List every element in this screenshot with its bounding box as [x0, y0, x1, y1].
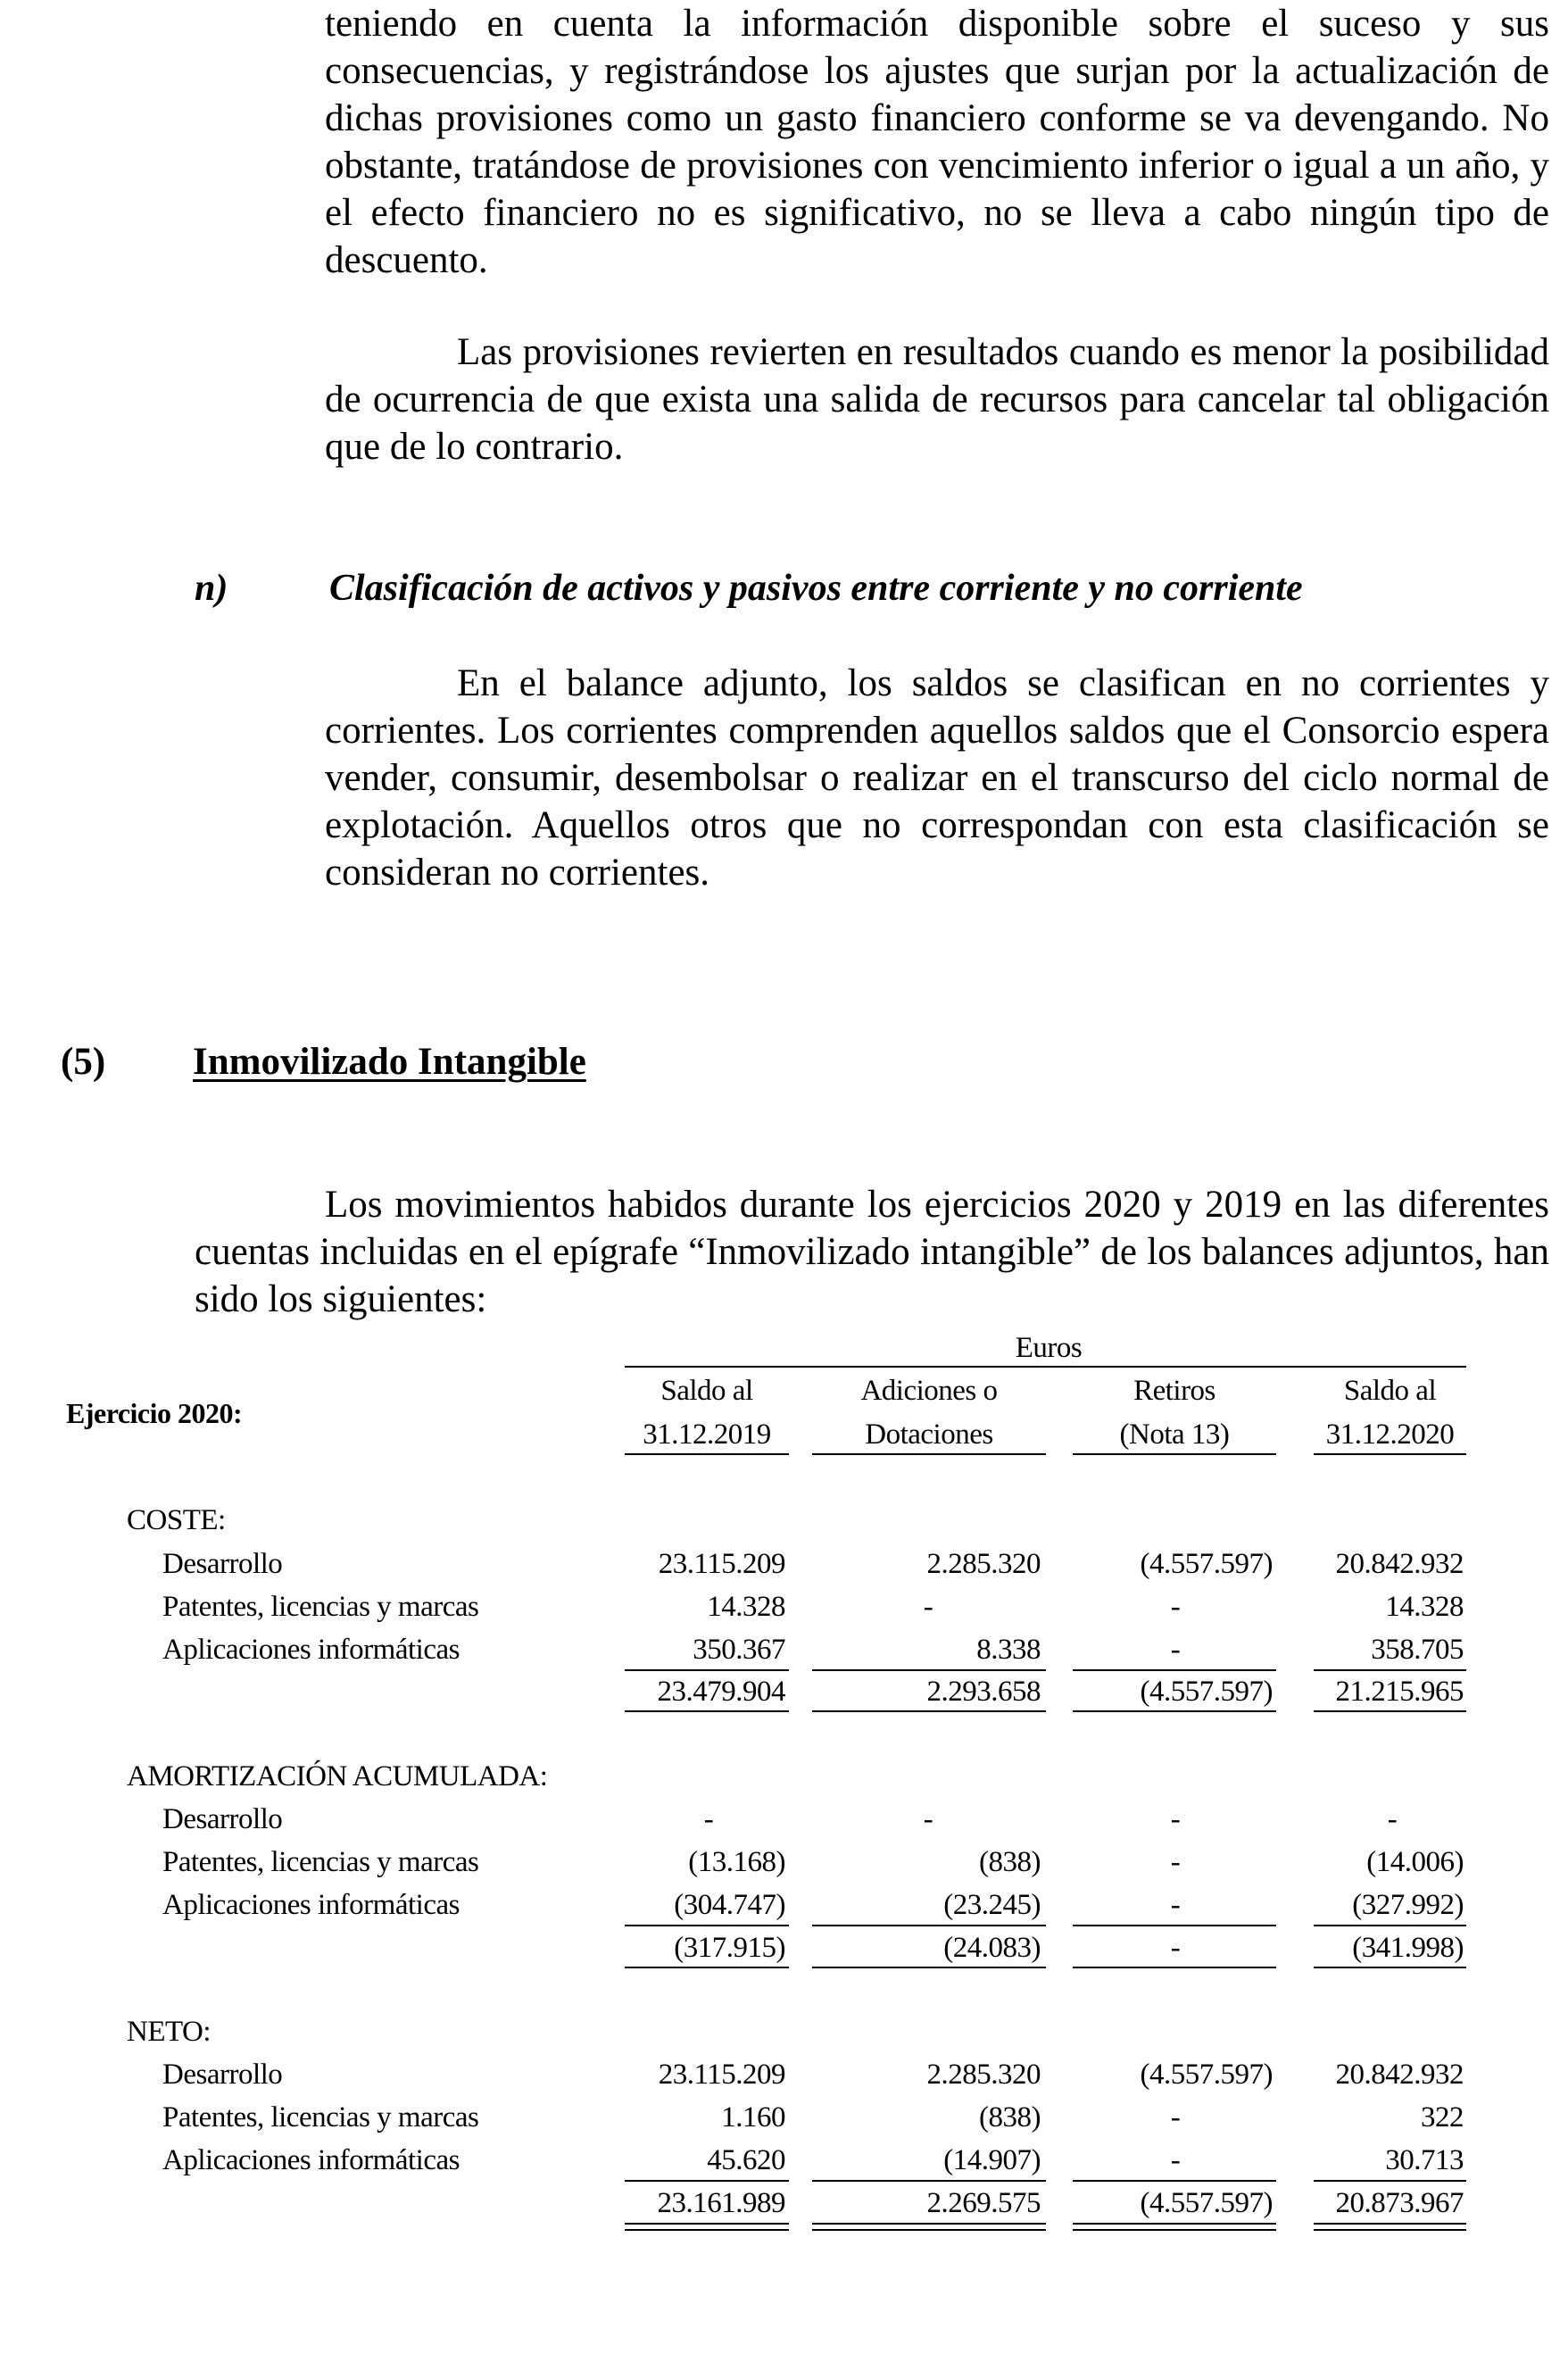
cell: - — [1170, 2144, 1181, 2176]
paragraph-text: Las provisiones revierten en resultados cuando es menor la posibilidad de ocurrencia de que exista una salida de recursos para cancelar tal obligación que de lo contrario. — [325, 331, 1549, 468]
header-rule — [625, 1366, 1466, 1368]
amortizacion-heading: AMORTIZACIÓN ACUMULADA: — [127, 1760, 548, 1793]
cell: (4.557.597) — [1140, 1548, 1273, 1580]
col1-line1: Saldo al — [660, 1375, 753, 1407]
section-n-title: Clasificación de activos y pasivos entre corriente y no corriente — [329, 568, 1303, 609]
cell: - — [1170, 2101, 1181, 2134]
col3-line2: (Nota 13) — [1119, 1418, 1230, 1451]
neto-heading: NETO: — [127, 2016, 212, 2048]
cell: 14.328 — [707, 1591, 785, 1623]
cell: 45.620 — [707, 2144, 785, 2176]
subtotal-rule — [812, 2180, 1046, 2182]
subtotal-rule — [1073, 1925, 1276, 1926]
row-label: Desarrollo — [162, 2059, 283, 2091]
double-rule — [625, 2229, 789, 2231]
total-rule — [812, 1967, 1046, 1968]
cell: - — [923, 1591, 933, 1623]
total-rule — [625, 1967, 789, 1968]
cell: 20.842.932 — [1335, 1548, 1464, 1580]
currency-header: Euros — [1015, 1332, 1083, 1364]
section-5-title: Inmovilizado Intangible — [193, 1041, 586, 1083]
paragraph-clasificacion — [325, 660, 1549, 896]
row-label: Patentes, licencias y marcas — [162, 1846, 479, 1878]
col-rule — [1314, 1453, 1466, 1455]
cell: - — [1170, 1634, 1181, 1666]
section-5-number: (5) — [61, 1041, 106, 1083]
cell: - — [1387, 1803, 1398, 1835]
subtotal-rule — [812, 1925, 1046, 1926]
total-rule — [812, 1710, 1046, 1712]
cell: - — [1170, 1889, 1181, 1921]
total-cell: (4.557.597) — [1140, 2187, 1273, 2219]
cell: 350.367 — [693, 1634, 785, 1666]
cell: (14.907) — [943, 2144, 1041, 2176]
col-rule — [625, 1453, 789, 1455]
total-rule — [1073, 1710, 1276, 1712]
row-label: Aplicaciones informáticas — [162, 1634, 460, 1666]
total-cell: 23.479.904 — [657, 1676, 785, 1708]
cell: 20.842.932 — [1335, 2059, 1464, 2091]
cell: 8.338 — [976, 1634, 1041, 1666]
cell: 1.160 — [721, 2101, 785, 2134]
double-rule — [1314, 2229, 1466, 2231]
double-rule — [812, 2229, 1046, 2231]
row-label: Desarrollo — [162, 1548, 283, 1580]
subtotal-rule — [1314, 1669, 1466, 1671]
total-cell: 23.161.989 — [657, 2187, 785, 2219]
paragraph-text: En el balance adjunto, los saldos se clasifican en no corrientes y corrientes. Los corrientes comprenden aquellos saldos que el Consorcio espera vender, consumir, desembolsar o realizar en el transcurso del ciclo normal de explotación. Aquellos otros que no correspondan con esta clasificación se consideran no corrientes. — [325, 662, 1549, 894]
section-n-label: n) — [195, 568, 228, 609]
cell: - — [1170, 1803, 1181, 1835]
col-rule — [812, 1453, 1046, 1455]
total-cell: - — [1170, 1932, 1181, 1964]
col4-line2: 31.12.2020 — [1325, 1418, 1455, 1451]
subtotal-rule — [625, 1669, 789, 1671]
year-label: Ejercicio 2020: — [66, 1397, 243, 1429]
cell: (14.006) — [1366, 1846, 1464, 1878]
paragraph-provisiones-revierten — [325, 329, 1549, 470]
coste-heading: COSTE: — [127, 1504, 226, 1536]
paragraph-movimientos — [195, 1181, 1549, 1323]
cell: 23.115.209 — [658, 2059, 785, 2091]
paragraph-provisiones-cont: teniendo en cuenta la información disponible sobre el suceso y sus consecuencias, y registrándose los ajustes que surjan por la actualización de dichas provisiones como un gasto financiero conforme se va devengando. No obstante, tratándose de provisiones con vencimiento inferior o igual a un año, y el efecto financiero no es significativo, no se lleva a cabo ningún tipo de descuento. — [325, 3, 1549, 281]
total-cell: (317.915) — [674, 1932, 785, 1964]
total-rule — [1314, 1967, 1466, 1968]
cell: 30.713 — [1385, 2144, 1464, 2176]
subtotal-rule — [625, 2180, 789, 2182]
total-cell: (4.557.597) — [1140, 1676, 1273, 1708]
total-rule — [1073, 1967, 1276, 1968]
cell: (304.747) — [674, 1889, 785, 1921]
cell: (23.245) — [943, 1889, 1041, 1921]
row-label: Patentes, licencias y marcas — [162, 2101, 479, 2134]
cell: 23.115.209 — [658, 1548, 785, 1580]
cell: - — [1170, 1591, 1181, 1623]
row-label: Aplicaciones informáticas — [162, 2144, 460, 2176]
double-rule — [1314, 2223, 1466, 2225]
total-cell: 2.293.658 — [926, 1676, 1041, 1708]
cell: 14.328 — [1385, 1591, 1464, 1623]
col-rule — [1073, 1453, 1276, 1455]
total-rule — [625, 1710, 789, 1712]
total-cell: 2.269.575 — [926, 2187, 1041, 2219]
cell: - — [923, 1803, 933, 1835]
col2-line2: Dotaciones — [865, 1418, 993, 1451]
subtotal-rule — [1073, 2180, 1276, 2182]
row-label: Aplicaciones informáticas — [162, 1889, 460, 1921]
total-cell: 20.873.967 — [1335, 2187, 1464, 2219]
double-rule — [1073, 2229, 1276, 2231]
cell: 2.285.320 — [926, 1548, 1041, 1580]
cell: (4.557.597) — [1140, 2059, 1273, 2091]
cell: (838) — [979, 1846, 1041, 1878]
subtotal-rule — [1073, 1669, 1276, 1671]
total-cell: (341.998) — [1352, 1932, 1464, 1964]
double-rule — [625, 2223, 789, 2225]
row-label: Desarrollo — [162, 1803, 283, 1835]
cell: (327.992) — [1352, 1889, 1464, 1921]
subtotal-rule — [625, 1925, 789, 1926]
total-cell: 21.215.965 — [1335, 1676, 1464, 1708]
subtotal-rule — [1314, 2180, 1466, 2182]
cell: - — [703, 1803, 714, 1835]
total-cell: (24.083) — [943, 1932, 1041, 1964]
double-rule — [812, 2223, 1046, 2225]
paragraph-text: Los movimientos habidos durante los ejercicios 2020 y 2019 en las diferentes cuentas incluidas en el epígrafe “Inmovilizado intangible” de los balances adjuntos, han sido los siguientes: — [195, 1184, 1549, 1320]
cell: 2.285.320 — [926, 2059, 1041, 2091]
cell: 322 — [1421, 2101, 1464, 2134]
row-label: Patentes, licencias y marcas — [162, 1591, 479, 1623]
cell: (838) — [979, 2101, 1041, 2134]
cell: 358.705 — [1371, 1634, 1464, 1666]
col4-line1: Saldo al — [1343, 1375, 1437, 1407]
subtotal-rule — [812, 1669, 1046, 1671]
double-rule — [1073, 2223, 1276, 2225]
col3-line1: Retiros — [1133, 1375, 1215, 1407]
subtotal-rule — [1314, 1925, 1466, 1926]
col2-line1: Adiciones o — [860, 1375, 998, 1407]
cell: - — [1170, 1846, 1181, 1878]
total-rule — [1314, 1710, 1466, 1712]
col1-line2: 31.12.2019 — [643, 1418, 771, 1451]
cell: (13.168) — [688, 1846, 785, 1878]
